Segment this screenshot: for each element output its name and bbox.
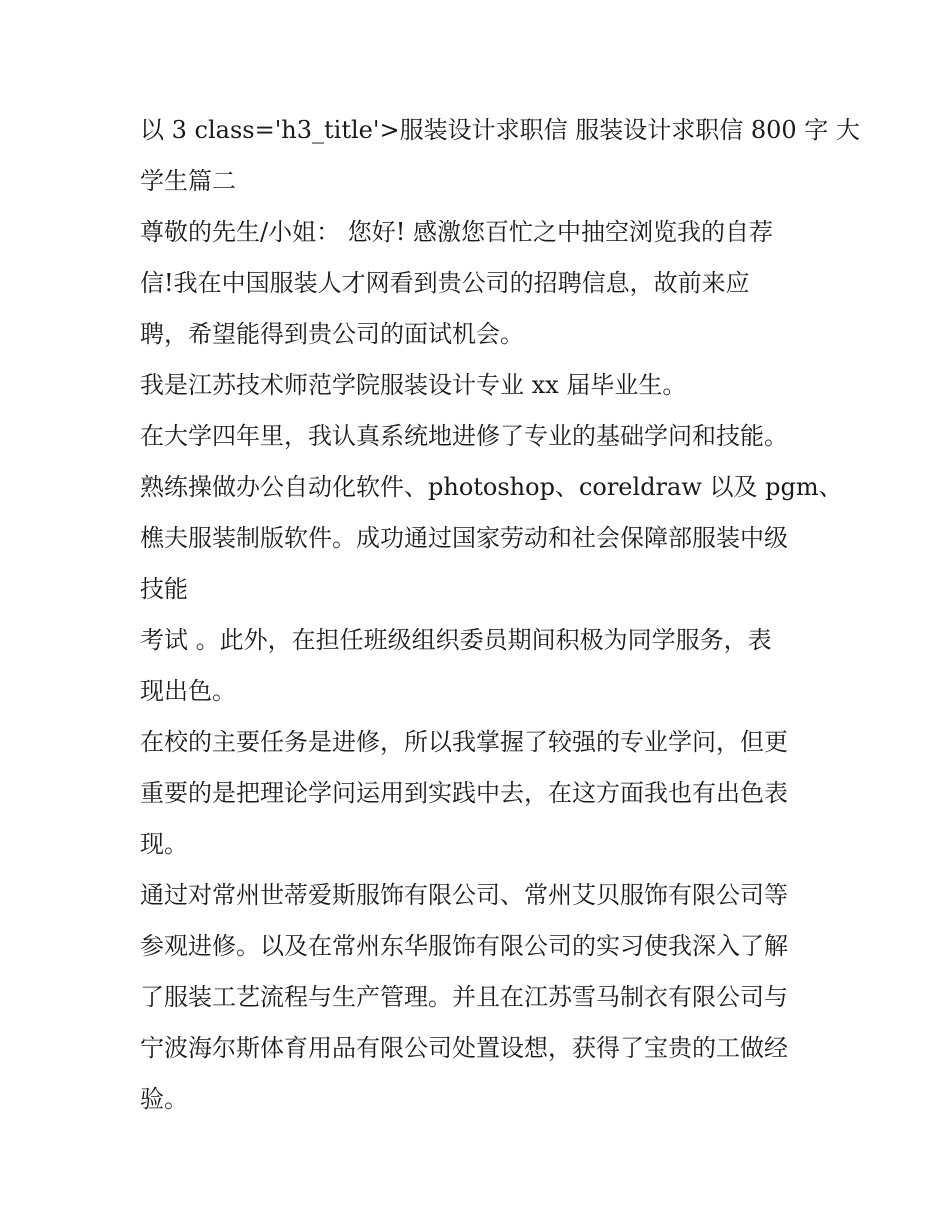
text-line: 在校的主要任务是进修，所以我掌握了较强的专业学问，但更 [140,728,788,756]
paragraph-introduction [140,360,820,411]
text-line: 考试 。此外，在担任班级组织委员期间积极为同学服务，表 [140,626,772,654]
text-line: 在大学四年里，我认真系统地进修了专业的基础学问和技能。 [140,422,788,450]
paragraph-software-skills [140,462,843,615]
text-line: 重要的是把理论学问运用到实践中去，在这方面我也有出色表 [140,779,788,807]
paragraph-title [140,105,860,207]
text-line: 验。 [140,1085,188,1113]
text-line: 樵夫服装制版软件。成功通过国家劳动和社会保障部服装中级 [140,524,788,552]
text-line: 了服装工艺流程与生产管理。并且在江苏雪马制衣有限公司与 [140,983,788,1011]
text-line: 现出色。 [140,677,236,705]
text-line: 通过对常州世蒂爱斯服饰有限公司、常州艾贝服饰有限公司等 [140,881,788,909]
text-line: 信!我在中国服装人才网看到贵公司的招聘信息，故前来应 [140,269,750,297]
text-line: 熟练操做办公自动化软件、photoshop、coreldraw 以及 pgm、 [140,473,843,501]
paragraph-university-study [140,411,820,462]
text-line: 以 3 class='h3_title'>服装设计求职信 服装设计求职信 800 字 大 [140,116,860,144]
document-body [140,105,860,1125]
text-line: 技能 [140,575,188,603]
paragraph-practice [140,717,820,870]
paragraph-greeting [140,207,820,360]
text-line: 现。 [140,830,188,858]
text-line: 学生篇二 [140,167,236,195]
text-line: 宁波海尔斯体育用品有限公司处置设想，获得了宝贵的工做经 [140,1034,788,1062]
text-line: 聘，希望能得到贵公司的面试机会。 [140,320,524,348]
text-line: 我是江苏技术师范学院服装设计专业 xx 届毕业生。 [140,371,687,399]
paragraph-internship [140,870,820,1125]
text-line: 尊敬的先生/小姐： 您好! 感激您百忙之中抽空浏览我的自荐 [140,218,773,246]
paragraph-exam-service [140,615,820,717]
text-line: 参观进修。以及在常州东华服饰有限公司的实习使我深入了解 [140,932,788,960]
